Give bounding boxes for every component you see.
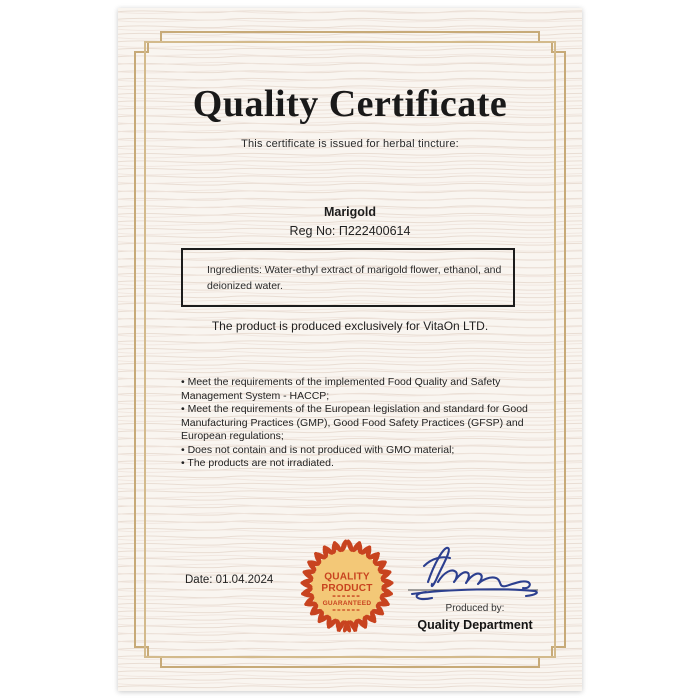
- quality-seal: [299, 538, 395, 634]
- requirement-item: • Meet the requirements of the European legislation and standard for Good Manufacturing Practices (GMP), Good Food Safety Practices (GFSP) and European regulations;: [181, 403, 528, 442]
- ingredients-text: Ingredients: Water-ethyl extract of marigold flower, ethanol, and deionized water.: [207, 264, 502, 292]
- exclusivity-note: The product is produced exclusively for VitaOn LTD.: [211, 319, 489, 333]
- requirements-list: [181, 376, 537, 471]
- seal-word-guaranteed: GUARANTEED: [322, 600, 372, 608]
- requirement-item: • Does not contain and is not produced with GMO material;: [181, 443, 455, 456]
- registration-number: Reg No: П222400614: [289, 224, 411, 238]
- certificate-page: [118, 8, 582, 691]
- requirement-item: • The products are not irradiated.: [181, 457, 334, 469]
- signature-block: [398, 536, 552, 632]
- certificate-subtitle: This certificate is issued for herbal tincture:: [241, 138, 459, 150]
- department-name: Quality Department: [417, 617, 533, 632]
- certificate-title: Quality Certificate: [192, 83, 508, 125]
- issue-date: Date: 01.04.2024: [185, 574, 274, 586]
- producer-label: Produced by:: [445, 603, 505, 614]
- seal-word-product: PRODUCT: [321, 582, 373, 594]
- seal-word-quality: QUALITY: [324, 571, 370, 583]
- product-name: Marigold: [323, 205, 377, 219]
- requirement-item: • Meet the requirements of the implemented Food Quality and Safety Management System - HACCP;: [181, 376, 501, 402]
- ingredients-box: [181, 248, 515, 307]
